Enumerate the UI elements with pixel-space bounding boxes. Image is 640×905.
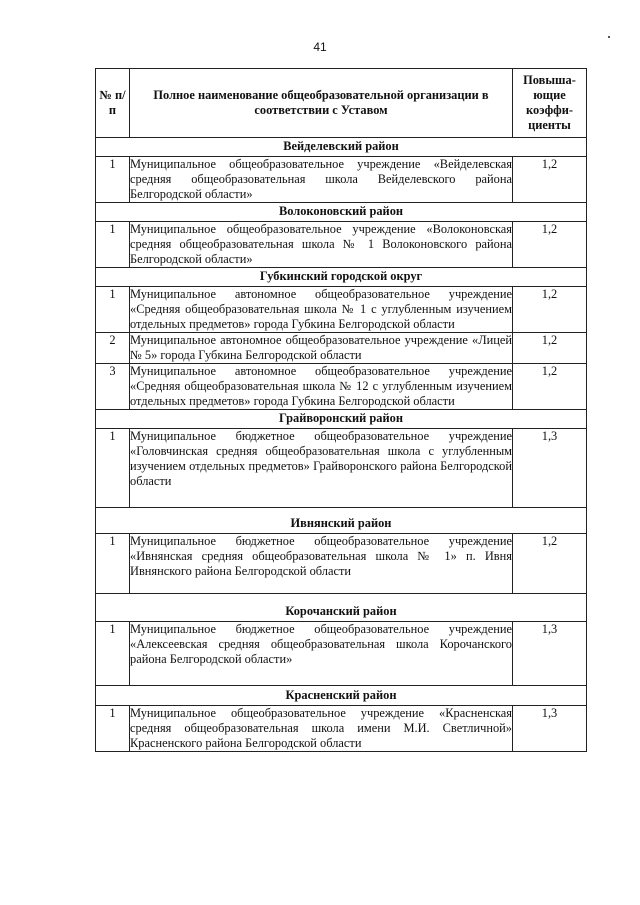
district-name: Красненский район — [96, 686, 587, 706]
organization-name: Муниципальное бюджетное общеобразовательное учреждение «Алексеевская средняя общеобразовательная школа Корочанского района Белгородской области» — [130, 622, 513, 686]
coefficient-value: 1,2 — [513, 222, 587, 268]
scan-speck — [608, 36, 610, 38]
table-row — [96, 429, 587, 508]
district-name: Вейделевский район — [96, 138, 587, 157]
district-row — [96, 268, 587, 287]
coefficient-value: 1,3 — [513, 622, 587, 686]
row-number: 1 — [96, 429, 130, 508]
organization-name: Муниципальное бюджетное общеобразовательное учреждение «Головчинская средняя общеобразовательная школа с углубленным изучением отдельных предметов» Грайворонского района Белгородской области — [130, 429, 513, 508]
organization-name: Муниципальное общеобразовательное учреждение «Красненская средняя общеобразовательная школа имени М.И. Светличной» Красненского района Белгородской области — [130, 706, 512, 750]
organization-name: Муниципальное автономное общеобразовательное учреждение «Средняя общеобразовательная школа № 12 с углубленным изучением отдельных предметов» города Губкина Белгородской области — [130, 364, 512, 408]
table-row — [96, 157, 587, 203]
district-name: Ивнянский район — [96, 508, 587, 534]
coefficient-value: 1,2 — [513, 534, 587, 594]
district-row — [96, 594, 587, 622]
table-header-row — [96, 69, 587, 138]
district-row — [96, 508, 587, 534]
coefficient-value: 1,2 — [513, 364, 587, 410]
table-row — [96, 364, 587, 410]
row-number: 1 — [96, 222, 130, 268]
district-name: Грайворонский район — [96, 410, 587, 429]
row-number: 1 — [96, 534, 130, 594]
district-row — [96, 203, 587, 222]
row-number: 1 — [96, 157, 130, 203]
page-number: 41 — [313, 40, 327, 54]
header-coefficient: Повыша-ющие коэффи-циенты — [513, 69, 587, 138]
district-row — [96, 686, 587, 706]
schools-table — [95, 68, 587, 752]
organization-name: Муниципальное автономное общеобразовательное учреждение «Лицей № 5» города Губкина Белгородской области — [130, 333, 512, 362]
table-row — [96, 534, 587, 594]
table-row — [96, 222, 587, 268]
row-number: 1 — [96, 706, 130, 752]
coefficient-value: 1,2 — [513, 287, 587, 333]
table-row — [96, 622, 587, 686]
organization-name: Муниципальное бюджетное общеобразовательное учреждение «Ивнянская средняя общеобразовательная школа № 1» п. Ивня Ивнянского района Белгородской области — [130, 534, 513, 594]
table-body — [96, 138, 587, 752]
table-row — [96, 706, 587, 752]
row-number: 2 — [96, 333, 130, 364]
row-number: 1 — [96, 622, 130, 686]
district-row — [96, 410, 587, 429]
organization-name: Муниципальное автономное общеобразовательное учреждение «Средняя общеобразовательная школа № 1 с углубленным изучением отдельных предметов» города Губкина Белгородской области — [130, 287, 512, 331]
row-number: 3 — [96, 364, 130, 410]
header-number: № п/п — [96, 69, 130, 138]
table-row — [96, 333, 587, 364]
district-name: Губкинский городской округ — [96, 268, 587, 287]
coefficient-value: 1,3 — [513, 429, 587, 508]
row-number: 1 — [96, 287, 130, 333]
district-name: Корочанский район — [96, 594, 587, 622]
organization-name: Муниципальное общеобразовательное учреждение «Вейделевская средняя общеобразовательная школа Вейделевского района Белгородской области» — [130, 157, 512, 201]
district-row — [96, 138, 587, 157]
district-name: Волоконовский район — [96, 203, 587, 222]
table-row — [96, 287, 587, 333]
coefficient-value: 1,2 — [513, 157, 587, 203]
header-name: Полное наименование общеобразовательной организации в соответствии с Уставом — [130, 69, 513, 138]
coefficient-value: 1,3 — [513, 706, 587, 752]
coefficient-value: 1,2 — [513, 333, 587, 364]
organization-name: Муниципальное общеобразовательное учреждение «Волоконовская средняя общеобразовательная школа № 1 Волоконовского района Белгородской области» — [130, 222, 512, 266]
